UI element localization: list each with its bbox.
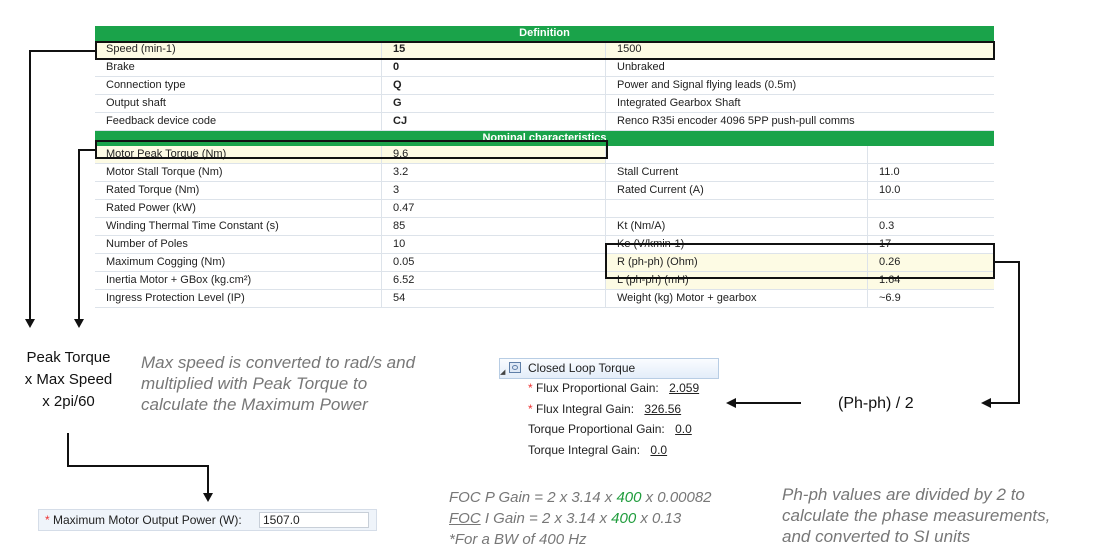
connector-line: [995, 261, 1020, 263]
note-line: Ph-ph values are divided by 2 to: [782, 485, 1025, 504]
cell-desc: Power and Signal flying leads (0.5m): [617, 79, 797, 91]
foc-i-text: I Gain = 2 x 3.14 x: [480, 510, 612, 527]
cell-value-2: 1.64: [868, 272, 994, 289]
cell-value: 54: [382, 290, 606, 307]
table-row-output-shaft: [95, 95, 994, 113]
connector-line: [29, 50, 31, 320]
flux-proportional-gain-value[interactable]: 2.059: [669, 381, 700, 395]
cell-value-2: 11.0: [879, 166, 900, 178]
cell-value-2: 0.26: [868, 254, 994, 271]
cell-value-2: [868, 146, 994, 163]
property-label: Torque Integral Gain:: [528, 443, 641, 457]
panel-title: Closed Loop Torque: [528, 361, 636, 375]
cell-param-2: Ke (V/kmin-1): [606, 236, 868, 253]
cell-value: 85: [382, 218, 606, 235]
foc-i-gain-line: [449, 508, 712, 529]
cell-param: Rated Torque (Nm): [95, 182, 382, 199]
max-speed-note: [141, 352, 415, 415]
cell-param-2: Stall Current: [606, 164, 868, 181]
speed-highlight-frame: [95, 41, 995, 60]
foc-gain-formulas: [449, 487, 712, 550]
cell-value: 10: [382, 236, 606, 253]
cell-desc: 1500: [617, 43, 642, 55]
cell-param-2: R (ph-ph) (Ohm): [606, 254, 868, 271]
cell-value-2: ~6.9: [879, 292, 901, 304]
table-row-feedback: [95, 113, 994, 131]
flux-integral-gain-row: [528, 402, 681, 416]
table-row: [95, 200, 994, 218]
max-motor-output-power-input[interactable]: 1507.0: [259, 512, 369, 528]
cell-param: Rated Power (kW): [95, 200, 382, 217]
cell-code: G: [382, 95, 606, 112]
flux-proportional-gain-row: [528, 381, 699, 395]
cell-desc: Integrated Gearbox Shaft: [617, 97, 741, 109]
table-row: [95, 290, 994, 308]
connector-line: [1018, 261, 1020, 404]
cell-param: Number of Poles: [95, 236, 382, 253]
cell-value: 9.6: [382, 146, 606, 163]
connector-line: [67, 465, 209, 467]
cell-param-2: L (ph-ph) (mH): [606, 272, 868, 289]
cell-code: 15: [382, 41, 606, 58]
settings-group-icon: [509, 362, 521, 373]
required-marker: *: [528, 381, 533, 395]
cell-value-2: 10.0: [879, 184, 901, 196]
cell-param: Maximum Cogging (Nm): [95, 254, 382, 271]
cell-param: Output shaft: [95, 95, 382, 112]
foc-label: FOC: [449, 510, 481, 527]
arrow-left-icon: [726, 398, 736, 408]
foc-i-bandwidth: 400: [611, 510, 637, 527]
connector-line: [78, 149, 80, 320]
cell-code: Q: [382, 77, 606, 94]
cell-param: Feedback device code: [95, 113, 382, 130]
arrow-left-icon: [981, 398, 991, 408]
property-label: Flux Integral Gain:: [536, 402, 635, 416]
cell-value: 6.52: [382, 272, 606, 289]
cell-value-2: 17: [879, 238, 892, 250]
note-line: calculate the Maximum Power: [141, 395, 368, 414]
definition-header: Definition: [95, 26, 994, 41]
cell-value: 0.47: [382, 200, 606, 217]
cell-param: Motor Peak Torque (Nm): [95, 146, 382, 163]
cell-param: Ingress Protection Level (IP): [95, 290, 382, 307]
foc-p-gain-line: [449, 487, 712, 508]
cell-param-2: [606, 200, 868, 217]
collapse-triangle-icon[interactable]: ◢: [500, 369, 506, 376]
torque-integral-gain-value[interactable]: 0.0: [650, 443, 668, 457]
formula-line: Peak Torque: [26, 349, 111, 366]
formula-line: x 2pi/60: [42, 393, 95, 410]
connector-line: [78, 149, 96, 151]
peak-torque-highlight-frame: [95, 140, 608, 159]
connector-line: [29, 50, 96, 52]
cell-desc: Renco R35i encoder 4096 5PP push-pull comms: [617, 115, 855, 127]
cell-value: 3: [382, 182, 606, 199]
peak-power-formula: [11, 347, 126, 413]
cell-param-2: Rated Current (A): [606, 182, 868, 199]
torque-proportional-gain-value[interactable]: 0.0: [675, 422, 692, 436]
property-label: Torque Proportional Gain:: [528, 422, 665, 436]
required-marker: *: [528, 402, 533, 416]
closed-loop-torque-header[interactable]: [499, 358, 719, 379]
flux-integral-gain-value[interactable]: 326.56: [644, 402, 682, 416]
max-power-label: Maximum Motor Output Power (W):: [53, 513, 242, 527]
nominal-header: Nominal characteristics: [95, 131, 994, 146]
cell-code: 0: [382, 59, 606, 76]
arrow-down-icon: [25, 319, 35, 328]
cell-param-2: Kt (Nm/A): [606, 218, 868, 235]
foc-p-text: FOC P Gain = 2 x 3.14 x: [449, 489, 617, 506]
table-row-brake: [95, 59, 994, 77]
torque-integral-gain-row: [528, 443, 667, 457]
cell-param: Brake: [95, 59, 382, 76]
required-marker: *: [45, 513, 50, 527]
power-label-group: [45, 510, 242, 530]
arrow-down-icon: [74, 319, 84, 328]
foc-footnote: *For a BW of 400 Hz: [449, 531, 587, 548]
table-row: [95, 182, 994, 200]
connector-line: [67, 433, 69, 467]
cell-param-2: Weight (kg) Motor + gearbox: [606, 290, 868, 307]
cell-param: Motor Stall Torque (Nm): [95, 164, 382, 181]
cell-value: 3.2: [382, 164, 606, 181]
note-line: and converted to SI units: [782, 527, 971, 546]
arrow-down-icon: [203, 493, 213, 502]
torque-proportional-gain-row: [528, 422, 692, 436]
note-line: multiplied with Peak Torque to: [141, 374, 368, 393]
cell-param-2: [606, 146, 868, 163]
closed-loop-torque-panel: [499, 358, 719, 379]
table-row-connection: [95, 77, 994, 95]
cell-param: Speed (min-1): [95, 41, 382, 58]
table-row: [95, 164, 994, 182]
connector-line: [990, 402, 1020, 404]
foc-p-bandwidth: 400: [616, 489, 642, 506]
table-row: [95, 218, 994, 236]
cell-desc: Unbraked: [617, 61, 665, 73]
max-motor-output-power-row: [38, 509, 377, 531]
cell-value-2: 0.3: [879, 220, 895, 232]
cell-value-2: [868, 200, 994, 217]
cell-param: Winding Thermal Time Constant (s): [95, 218, 382, 235]
foc-i-text: x 0.13: [636, 510, 682, 527]
formula-line: x Max Speed: [24, 371, 113, 388]
property-label: Flux Proportional Gain:: [536, 381, 659, 395]
ph-ph-divide-label: (Ph-ph) / 2: [838, 395, 914, 412]
note-line: Max speed is converted to rad/s and: [141, 353, 416, 372]
note-line: calculate the phase measurements,: [782, 506, 1051, 525]
resistance-inductance-highlight-frame: [605, 243, 995, 279]
cell-value: 0.05: [382, 254, 606, 271]
cell-param: Inertia Motor + GBox (kg.cm²): [95, 272, 382, 289]
ph-ph-note: [782, 484, 1050, 547]
connector-line: [735, 402, 801, 404]
cell-code: CJ: [382, 113, 606, 130]
connector-line: [207, 465, 209, 494]
foc-p-text: x 0.00082: [641, 489, 712, 506]
cell-param: Connection type: [95, 77, 382, 94]
